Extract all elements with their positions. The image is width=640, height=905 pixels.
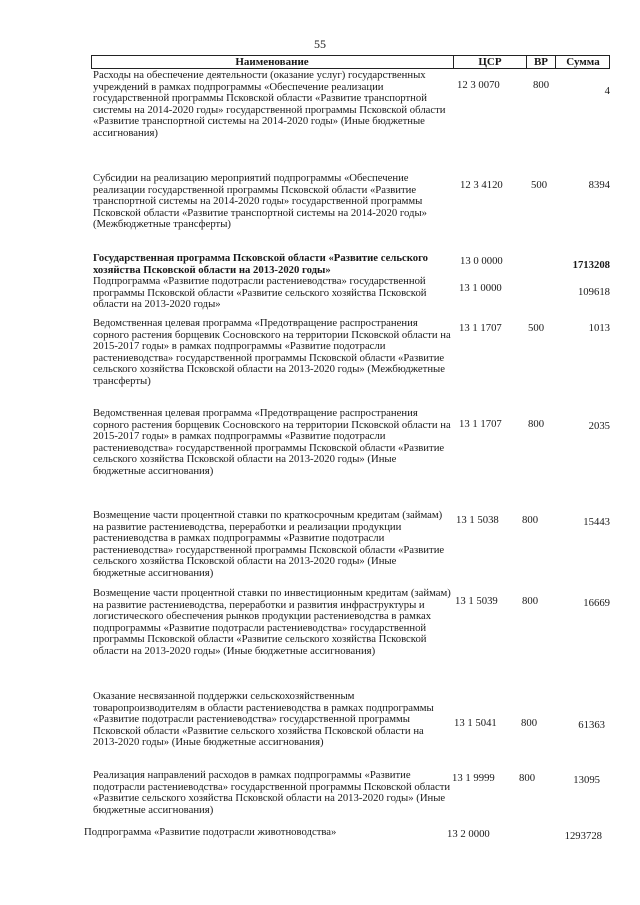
header-csr: ЦСР (478, 56, 502, 68)
row-csr: 12 3 4120 (460, 179, 503, 191)
header-vr: ВР (533, 56, 549, 68)
row-csr: 13 2 0000 (447, 828, 490, 840)
row-name: Расходы на обеспечение деятельности (оказание услуг) государственных учреждений в рамках подпрограммы «Обеспечение реализации государственной программы Псковской области «Развитие транспортной системы на 2014-2020 годы» государственной программы Псковской области «Развитие транспортной системы на 2014-2020 годы» (Иные бюджетные ассигнования) (93, 69, 446, 139)
row-sum: 1293728 (564, 830, 602, 842)
row-csr: 13 1 1707 (459, 322, 502, 334)
row-vr: 800 (521, 717, 538, 729)
row-name: Государственная программа Псковской области «Развитие сельского хозяйства Псковской области на 2013-2020 годы» (93, 252, 429, 276)
row-sum: 1713208 (572, 259, 610, 271)
row-name: Субсидии на реализацию мероприятий подпрограммы «Обеспечение реализации государственной программы Псковской области «Развитие транспортной системы на 2014-2020 годы» государственной программы Псковской области «Развитие транспортной системы на 2014-2020 годы» (Межбюджетные трансферты) (93, 172, 427, 230)
row-vr: 800 (528, 418, 545, 430)
row-vr: 500 (531, 179, 548, 191)
row-name: Ведомственная целевая программа «Предотвращение распространения сорного растения борщевик Сосновского на территории Псковской области на 2015-2017 годы» в рамках подпрограммы «Развитие подотрасли растениеводства» государственной программы Псковской области «Развитие сельского хозяйства Псковской области на 2013-2020 годы» (Иные бюджетные ассигнования) (93, 407, 451, 477)
row-sum: 1013 (588, 322, 610, 334)
row-name: Возмещение части процентной ставки по инвестиционным кредитам (займам) на развитие растениеводства, переработки и развития инфраструктуры и логистического обеспечения рынков продукции растениеводства в рамках подпрограммы «Развитие подотрасли растениеводства» государственной программы Псковской области «Развитие сельского хозяйства Псковской области на 2013-2020 годы» (Иные бюджетные ассигнования) (93, 587, 451, 657)
row-sum: 15443 (583, 516, 610, 528)
row-name: Возмещение части процентной ставки по краткосрочным кредитам (займам) на развитие растениеводства, переработки и реализации продукции растениеводства в рамках подпрограммы «Развитие подотрасли растениеводства» государственной программы Псковской области «Развитие сельского хозяйства Псковской области на 2013-2020 годы» (Иные бюджетные ассигнования) (93, 509, 445, 579)
row-sum: 61363 (578, 719, 605, 731)
row-vr: 800 (519, 772, 536, 784)
row-sum: 2035 (588, 420, 610, 432)
row-sum: 13095 (573, 774, 600, 786)
row-csr: 13 0 0000 (460, 255, 503, 267)
row-name: Ведомственная целевая программа «Предотвращение распространения сорного растения борщевик Сосновского на территории Псковской области на 2015-2017 годы» в рамках подпрограммы «Развитие подотрасли растениеводства» государственной программы Псковской области «Развитие сельского хозяйства Псковской области на 2013-2020 годы» (Межбюджетные трансферты) (93, 317, 451, 387)
row-vr: 800 (522, 514, 539, 526)
row-sum: 4 (604, 85, 610, 97)
row-csr: 13 1 5039 (455, 595, 498, 607)
row-name: Реализация направлений расходов в рамках подпрограммы «Развитие подотрасли растениеводства» государственной программы Псковской области «Развитие сельского хозяйства Псковской области на 2013-2020 годы» (Иные бюджетные ассигнования) (93, 769, 451, 816)
row-csr: 13 1 1707 (459, 418, 502, 430)
row-csr: 13 1 5038 (456, 514, 499, 526)
row-vr: 500 (528, 322, 545, 334)
row-csr: 13 1 9999 (452, 772, 495, 784)
row-sum: 8394 (588, 179, 610, 191)
row-name: Подпрограмма «Развитие подотрасли растениеводства» государственной программы Псковской области «Развитие сельского хозяйства Псковской области на 2013-2020 годы» (93, 275, 427, 310)
table-header (91, 56, 610, 68)
header-sum: Сумма (566, 56, 600, 68)
header-name: Наименование (235, 56, 309, 68)
row-vr: 800 (522, 595, 539, 607)
row-vr: 800 (533, 79, 550, 91)
row-sum: 16669 (583, 597, 610, 609)
row-csr: 13 1 5041 (454, 717, 497, 729)
row-csr: 12 3 0070 (457, 79, 500, 91)
row-sum: 109618 (577, 286, 610, 298)
page-number: 55 (314, 37, 326, 51)
row-csr: 13 1 0000 (459, 282, 502, 294)
row-name: Подпрограмма «Развитие подотрасли животноводства» (84, 826, 337, 838)
row-name: Оказание несвязанной поддержки сельскохозяйственным товаропроизводителям в области растениеводства в рамках подпрограммы «Развитие подотрасли растениеводства» государственной программы Псковской области «Развитие сельского хозяйства Псковской области на 2013-2020 годы» (Иные бюджетные ассигнования) (93, 690, 434, 748)
